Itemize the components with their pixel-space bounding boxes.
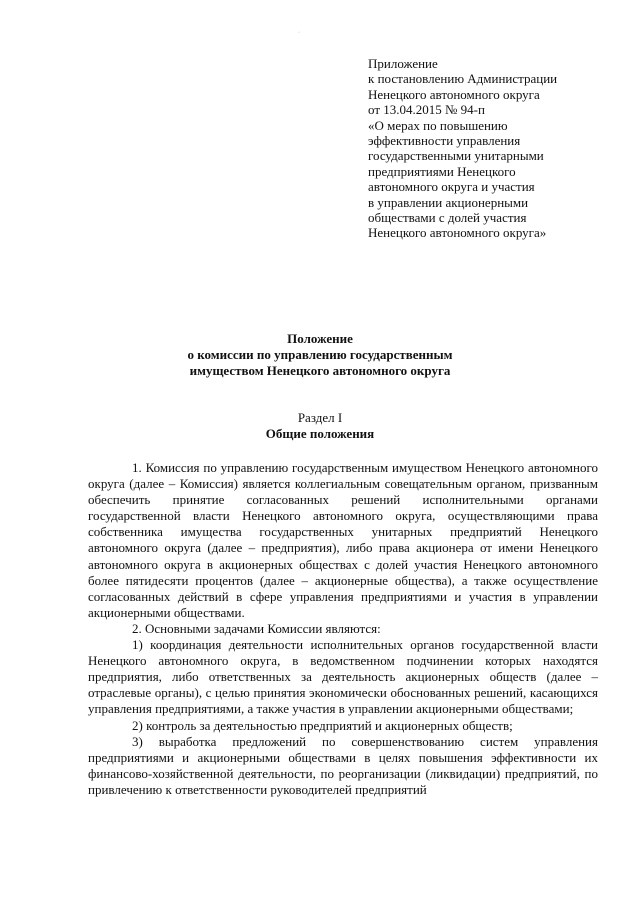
- section-number: Раздел I: [297, 410, 343, 425]
- appendix-line: в управлении акционерными: [368, 194, 529, 210]
- appendix-line: Ненецкого автономного округа»: [368, 225, 547, 241]
- appendix-line: Приложение: [368, 56, 438, 71]
- paragraph: 3) выработка предложений по совершенствованию систем управления предприятиями и акционерными обществами в целях повышения эффективности их финансово-хозяйственной деятельности, по реорганизации (ликвидации) предприятий, по привлечению к ответственности руководителей предприятий: [88, 733, 598, 797]
- paragraph: 1) координация деятельности исполнительных органов государственной власти Ненецкого автономного округа, в ведомственном подчинении которых находятся предприятия, либо ответственных за деятельность акционерных обществ (далее – отраслевые органы), с целью принятия экономически обоснованных решений, касающихся управления предприятиями, а также участия в управлении акционерными обществами;: [88, 637, 598, 717]
- appendix-line: государственными унитарными: [368, 148, 544, 164]
- appendix-line: «О мерах по повышению: [368, 117, 508, 133]
- appendix-line: предприятиями Ненецкого: [368, 163, 516, 179]
- section-name: Общие положения: [265, 426, 375, 441]
- title-line: Положение: [287, 331, 353, 346]
- appendix-line: к постановлению Администрации: [368, 71, 558, 87]
- document-body: [88, 460, 598, 798]
- appendix-line: от 13.04.2015 № 94-п: [368, 102, 485, 118]
- appendix-line: эффективности управления: [368, 133, 521, 149]
- paragraph: 1. Комиссия по управлению государственным имуществом Ненецкого автономного округа (далее – Комиссия) является коллегиальным совещательным органом, призванным обеспечить принятие согласованных решений исполнительными органами государственной власти Ненецкого автономного округа, осуществляющими права собственника имущества государственных унитарных предприятий Ненецкого автономного округа (далее – предприятия), либо права акционера от имени Ненецкого автономного округа в акционерных обществах с долей участия Ненецкого автономного более пятидесяти процентов (далее – акционерные общества), а также осуществление согласованных действий в сфере управления предприятиями и участия в управлении акционерными обществами.: [88, 460, 598, 620]
- title-line: имуществом Ненецкого автономного округа: [189, 363, 451, 378]
- paragraph: 2. Основными задачами Комиссии являются:: [132, 620, 381, 636]
- document-title: [60, 331, 580, 379]
- section-heading: [60, 410, 580, 442]
- appendix-block: [368, 56, 628, 241]
- appendix-line: автономного округа и участия: [368, 179, 535, 195]
- scan-speck: ·: [298, 30, 300, 36]
- paragraph: 2) контроль за деятельностью предприятий и акционерных обществ;: [132, 717, 513, 733]
- appendix-line: Ненецкого автономного округа: [368, 86, 540, 102]
- appendix-line: обществами с долей участия: [368, 210, 527, 226]
- title-line: о комиссии по управлению государственным: [187, 347, 453, 362]
